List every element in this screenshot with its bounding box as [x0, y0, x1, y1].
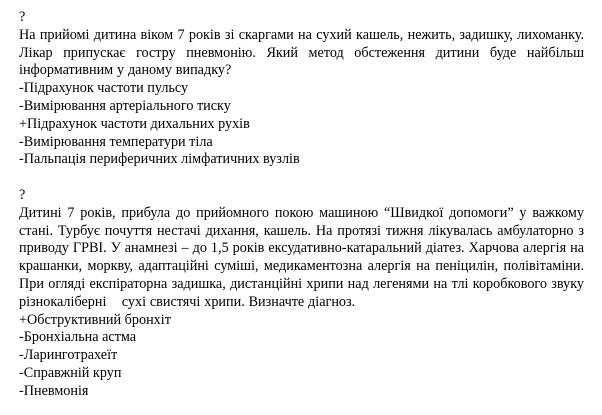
answer-option: -Пневмонія [19, 382, 89, 399]
answer-option: -Пальпація периферичних лімфатичних вузлів [19, 151, 300, 168]
answer-option: -Бронхіальна астма [19, 329, 137, 346]
question-block-1 [19, 9, 584, 169]
question-text: Дитині 7 років, прибула до прийомного покою машиною “Швидкої допомоги” у важкому стані. Турбує почуття нестачі дихання, кашель. На протязі тижня лікувалась амбулаторно з приводу ГРВІ. У анамнезі – до 1,5 років ексудативно-катаральний діатез. Харчова алергія на крашанки, моркву, адаптаційні суміші, медикаментозна алергія на пеніцилін, полівітаміни. При огляді експіраторна задишка, дистанційні хрипи над легенями на тлі коробкового звуку різнокаліберні сухі свистячі хрипи. Визначте діагноз. [19, 204, 588, 310]
answer-option: -Ларинготрахеїт [19, 347, 118, 364]
question-marker: ? [19, 9, 26, 25]
answer-option: -Справжній круп [19, 364, 122, 381]
answer-option: -Підрахунок частоти пульсу [19, 80, 189, 97]
document-page [19, 9, 588, 401]
question-text: На прийомі дитина віком 7 років зі скаргами на сухий кашель, нежить, задишку, лихоманку. Лікар припускає гостру пневмонію. Який метод обстеження дитини буде найбільш інформативним у даному випадку? [19, 26, 584, 79]
answer-option-correct: +Підрахунок частоти дихальних рухів [19, 115, 250, 132]
answer-option: -Вимірювання температури тіла [19, 133, 213, 150]
blank-line [19, 169, 584, 187]
answer-option: -Вимірювання артеріального тиску [19, 97, 231, 114]
question-marker: ? [19, 186, 26, 203]
question-block-2 [19, 186, 588, 401]
answer-option-correct: +Обструктивний бронхіт [19, 311, 171, 328]
